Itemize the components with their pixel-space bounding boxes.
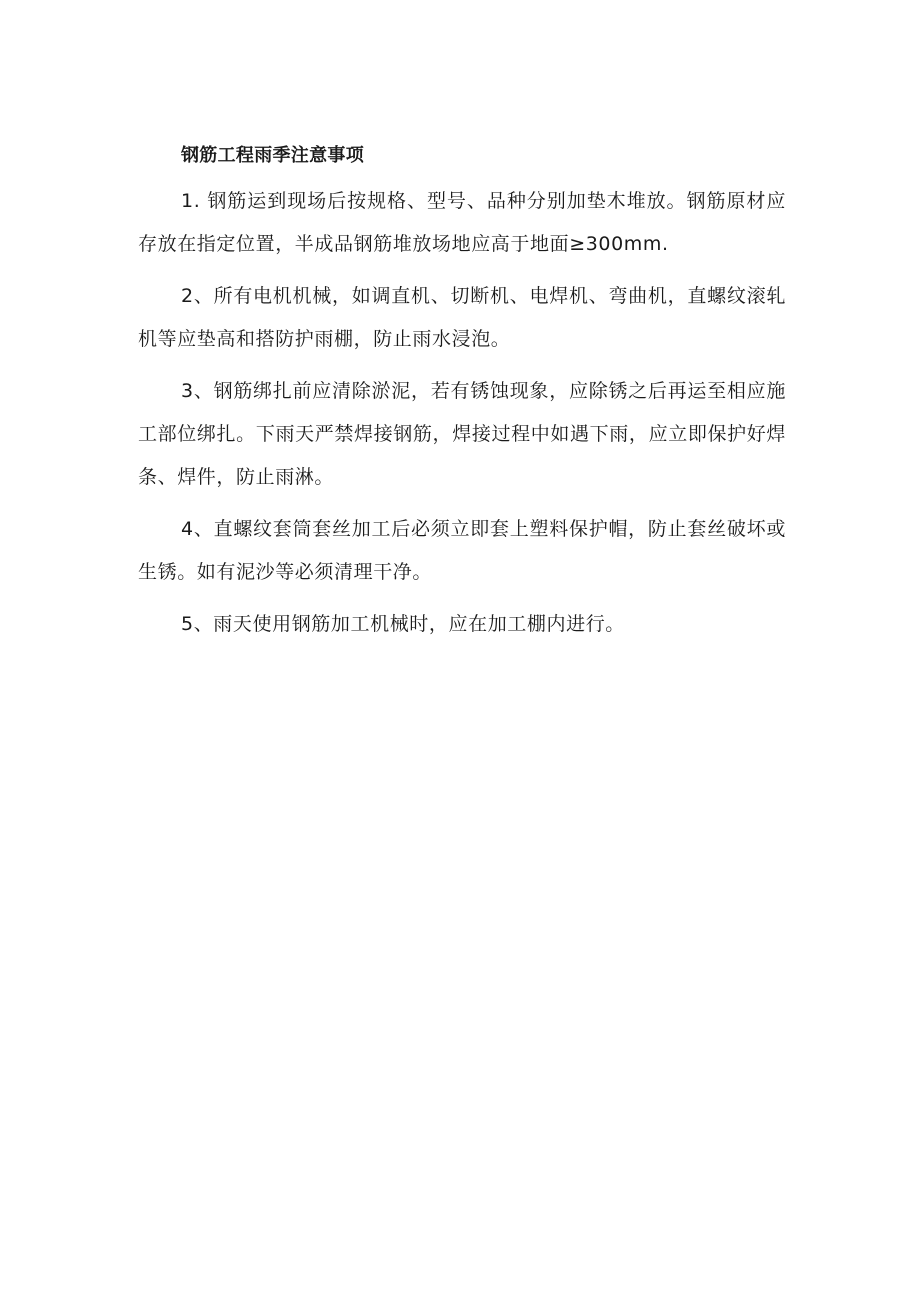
- document-body: [138, 138, 786, 646]
- paragraph-3: 3、钢筋绑扎前应清除淤泥，若有锈蚀现象，应除锈之后再运至相应施工部位绑扎。下雨天严禁焊接钢筋，焊接过程中如遇下雨，应立即保护好焊条、焊件，防止雨淋。: [138, 380, 786, 488]
- paragraph-5: 5、雨天使用钢筋加工机械时，应在加工棚内进行。: [181, 613, 625, 635]
- paragraph-2: 2、所有电机机械，如调直机、切断机、电焊机、弯曲机，直螺纹滚轧机等应垫高和搭防护雨棚，防止雨水浸泡。: [138, 285, 786, 350]
- document-title: 钢筋工程雨季注意事项: [181, 145, 364, 166]
- paragraph-1: 1. 钢筋运到现场后按规格、型号、品种分别加垫木堆放。钢筋原材应存放在指定位置，半成品钢筋堆放场地应高于地面≥300mm.: [138, 190, 786, 255]
- paragraph-4: 4、直螺纹套筒套丝加工后必须立即套上塑料保护帽，防止套丝破坏或生锈。如有泥沙等必须清理干净。: [138, 518, 786, 583]
